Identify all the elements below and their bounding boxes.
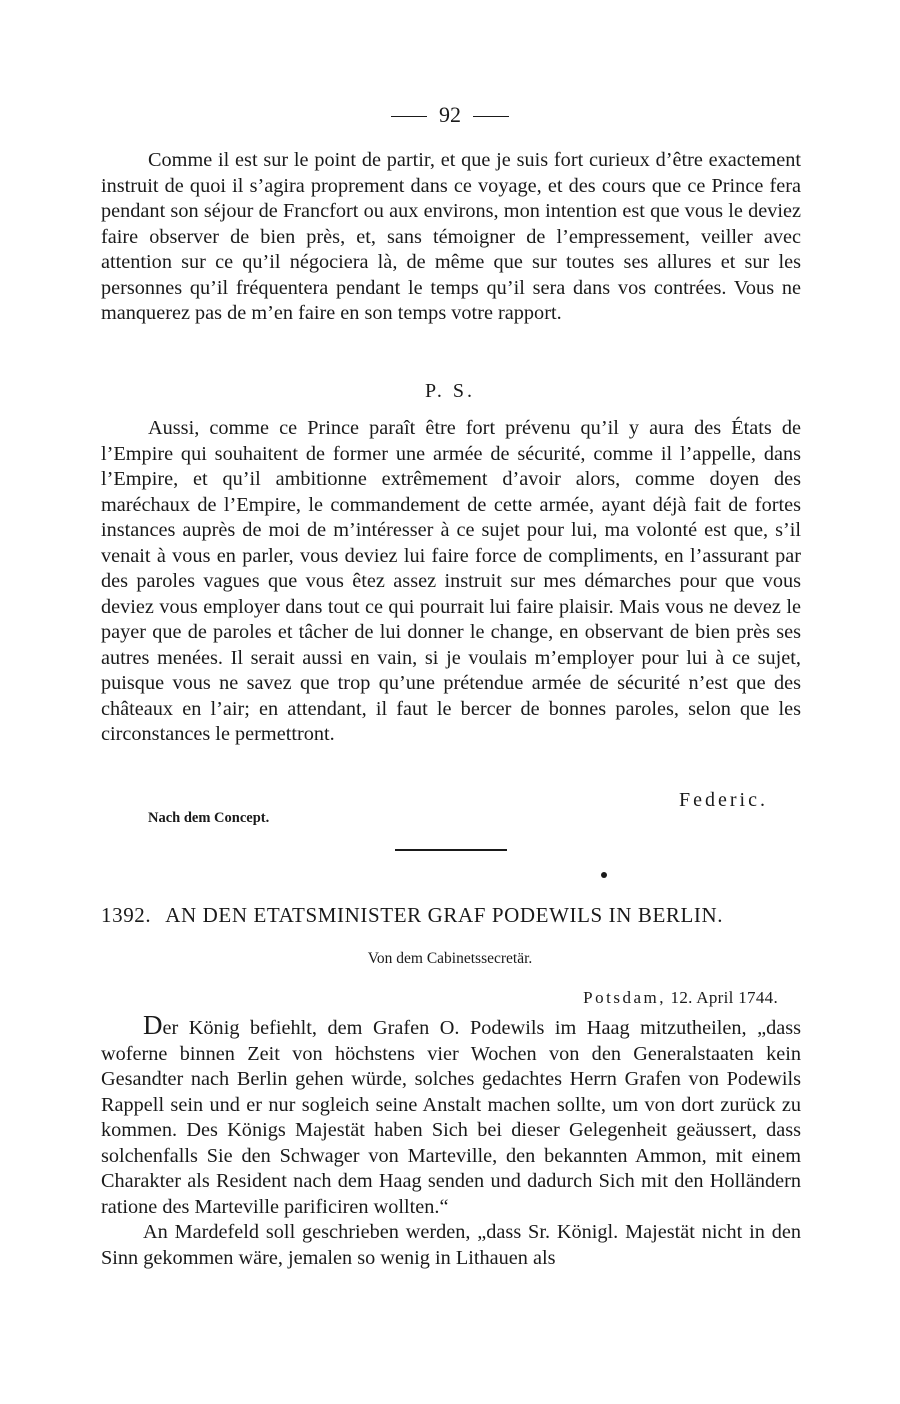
document-heading [101,903,801,928]
document-date: 12. April 1744. [670,988,778,1007]
ps-body [101,416,801,748]
letter-body [101,148,801,327]
letter-paragraph: Comme il est sur le point de partir, et que je suis fort curieux d’être exactement instruit de quoi il s’agira proprement dans ce voyage, et des cours que ce Prince fera pendant son séjour de Francfort ou aux environs, mon intention est que vous le deviez faire observer de bien près, et, sans témoigner de l’empressement, veiller avec attention sur ce qu’il négociera là, de même que sur toutes ses allures et sur les personnes qu’il fréquentera pendant le temps qu’il sera dans vos contrées. Vous ne manquerez pas de m’en faire en son temps votre rapport. [101,149,801,324]
document-number: 1392. [101,903,152,927]
page-number-value: 92 [439,102,461,127]
document-title: AN DEN ETATSMINISTER GRAF PODEWILS IN BERLIN. [165,903,724,927]
document-body [101,1010,801,1271]
page-number [0,102,900,128]
document-paragraph-1-text: er König befiehlt, dem Grafen O. Podewils im Haag mitzutheilen, „dass woferne binnen Zeit von höchstens vier Wochen von den Generalstaaten kein Gesandter nach Berlin gehen würde, solches gedachtes Herrn Grafen von Podewils Rappell sein und er nur sogleich seine Anstalt machen sollte, um von dort zurück zu kommen. Des Königs Majestät haben Sich bei dieser Gelegenheit geäussert, dass solchenfalls Sie den Schwager von Marteville, den bekannten Ammon, mit einem Charakter als Resident nach dem Haag senden und dadurch Sich mit den Holländern ratione des Marteville parificiren wollten.“ [101,1017,801,1218]
signature: Federic. [679,789,768,811]
source-note: Nach dem Concept. [148,810,270,826]
ink-dot [601,872,607,878]
document-paragraph-1 [101,1010,801,1220]
page-number-dash-right [473,116,509,117]
section-separator [395,849,507,851]
document-place: Potsdam, [583,988,666,1007]
place-date [583,988,778,1008]
ps-heading: P. S. [424,380,476,402]
dropcap: D [143,1010,163,1040]
ps-paragraph: Aussi, comme ce Prince paraît être fort prévenu qu’il y aura des États de l’Empire qui souhaitent de former une armée de sécurité, comme il l’appelle, dans l’Empire, et qu’il ambitionne extrêmement d’avoir alors, comme doyen des maréchaux de l’Empire, le commandement de cette armée, ayant déjà fait de fortes instances auprès de moi de m’intéresser à ce sujet pour lui, ma volonté est que, s’il venait à vous en parler, vous deviez lui faire force de compliments, en l’assurant par des paroles vagues que vous êtez assez instruit sur mes démarches pour que vous deviez vous employer dans tout ce qui pourrait lui faire plaisir. Mais vous ne devez le payer que de paroles et tâcher de lui donner le change, en observant de bien près ses autres menées. Il serait aussi en vain, si je voulais m’employer pour lui à ce sujet, puisque vous ne savez que trop qu’une prétendue armée de sécurité n’est que des châteaux en l’air; en attendant, il faut le bercer de bonnes paroles, selon que les circonstances le permettront. [101,417,801,745]
document-paragraph-2: An Mardefeld soll geschrieben werden, „dass Sr. Königl. Majestät nicht in den Sinn gekommen wäre, jemalen so wenig in Lithauen als [101,1221,801,1269]
document-from-line: Von dem Cabinetssecretär. [367,950,533,967]
page-number-dash-left [391,116,427,117]
